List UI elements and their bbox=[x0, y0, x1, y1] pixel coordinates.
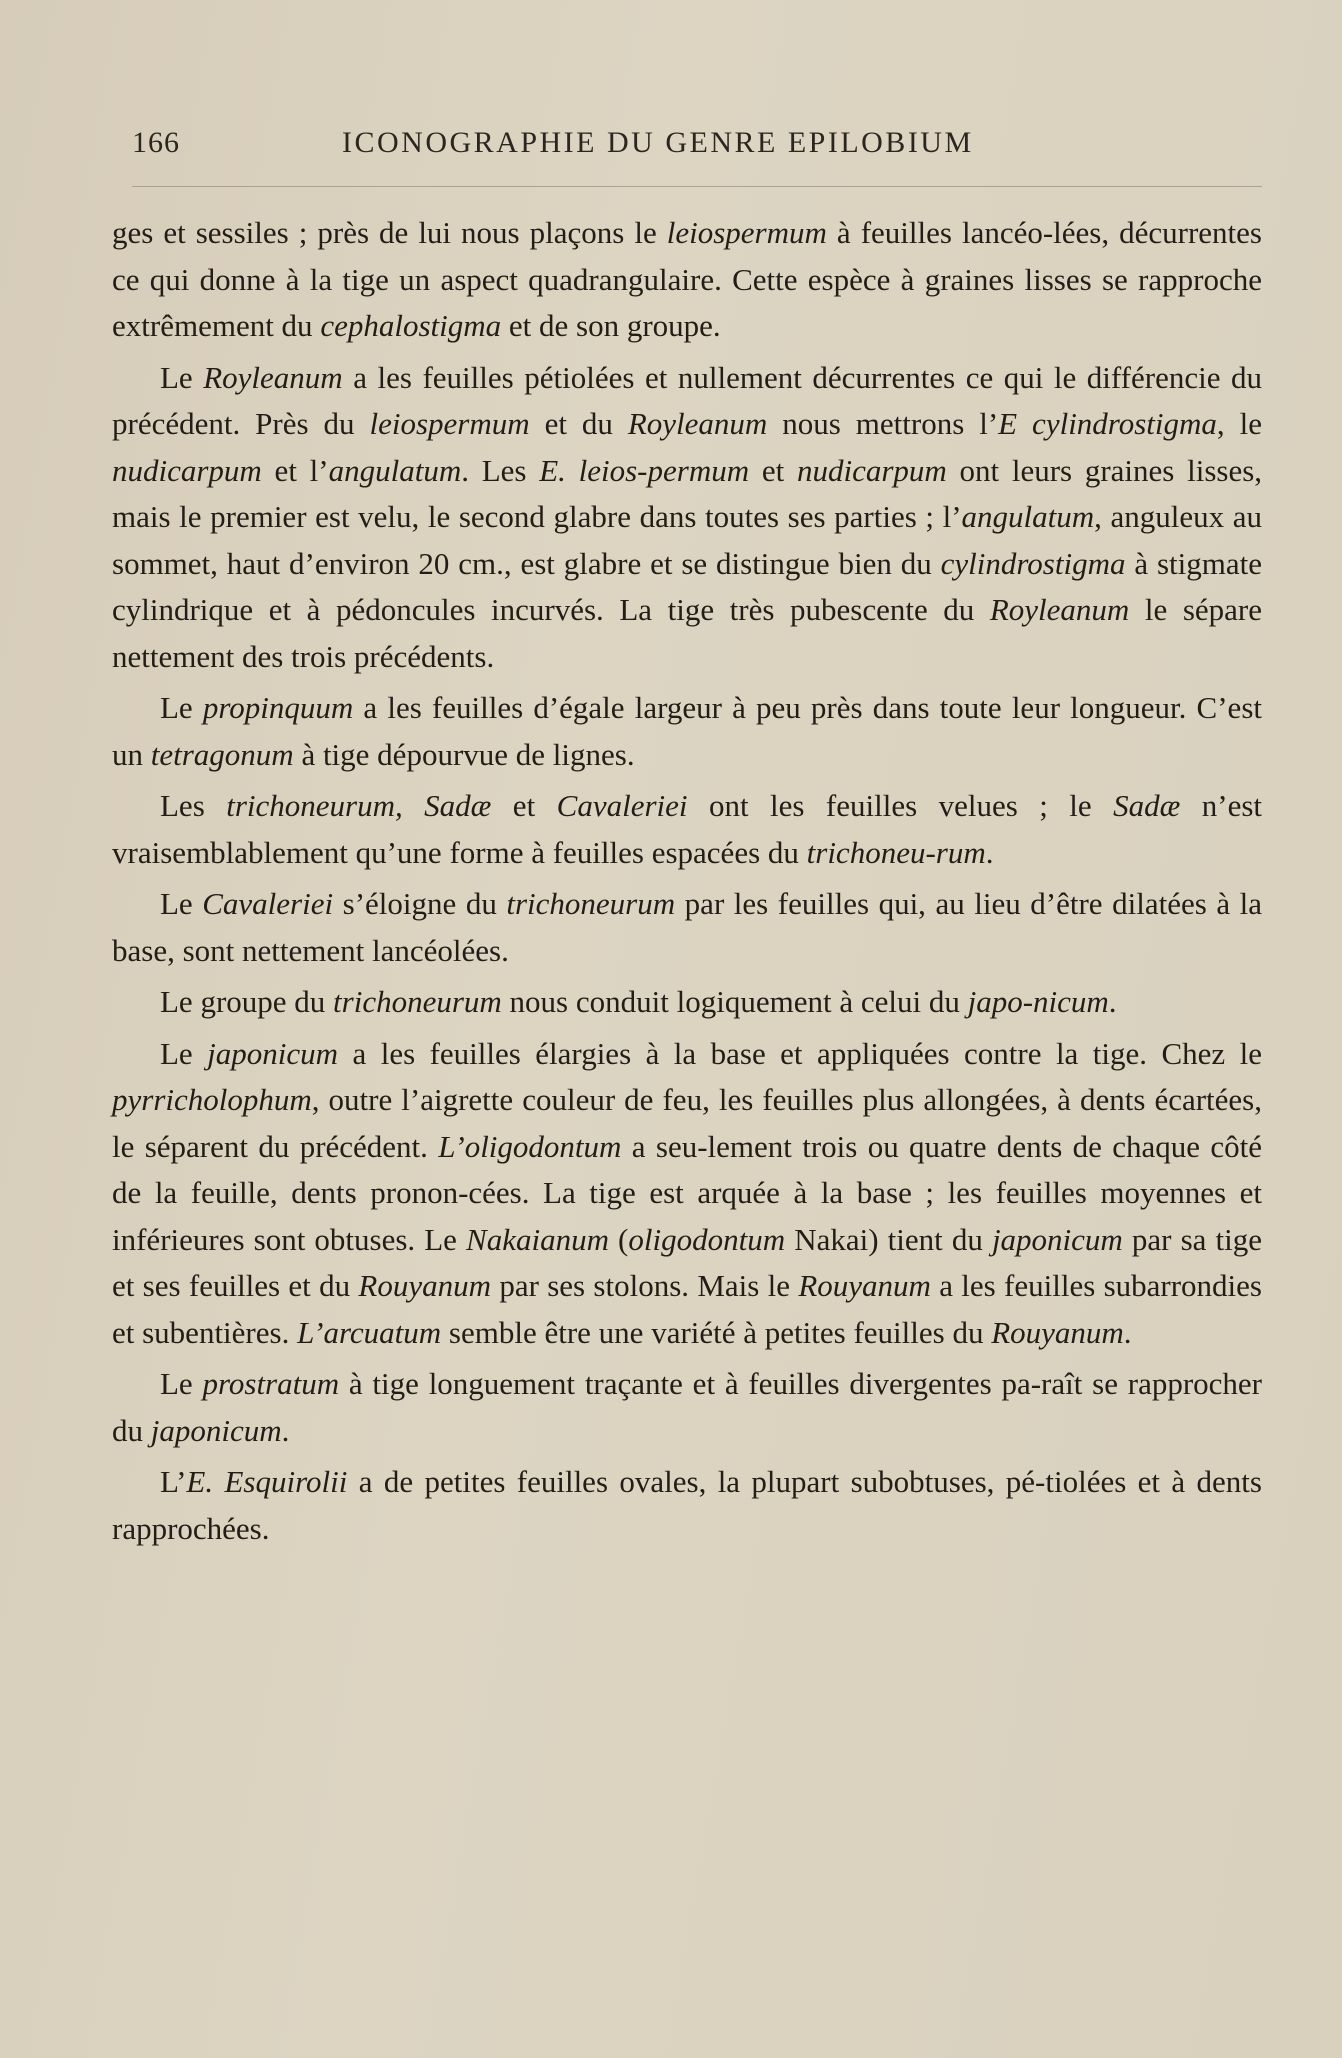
species-name: trichoneurum bbox=[333, 984, 502, 1019]
species-name: Royleanum bbox=[989, 592, 1130, 627]
species-name: trichoneu-rum bbox=[806, 834, 986, 870]
species-name: nudicarpum bbox=[112, 452, 262, 488]
species-name: L’arcuatum bbox=[297, 1314, 442, 1350]
page-number: 166 bbox=[132, 126, 180, 159]
species-name: Sadæ bbox=[1113, 788, 1181, 823]
paragraph: Le Royleanum a les feuilles pétiolées et nullement décurrentes ce qui le différencie du précédent. Près du leiospermum et du Royleanum nous mettrons l’E cylindrostigma, le nudicarpum et l’angulatum. Les E. leios-permum et nudicarpum ont leurs graines lisses, mais le premier est velu, le second glabre dans toutes ses parties ; l’angulatum, anguleux au sommet, haut d’environ 20 cm., est glabre et se distingue bien du cylindrostigma à stigmate cylindrique et à pédoncules incurvés. La tige très pubescente du Royleanum le sépare nettement des trois précédents. bbox=[112, 359, 1263, 674]
species-name: E. Esquirolii bbox=[186, 1464, 348, 1499]
paragraph: L’E. Esquirolii a de petites feuilles ovales, la plupart subobtuses, pé-tiolées et à dents rapprochées. bbox=[112, 1464, 1262, 1546]
species-name: prostratum bbox=[202, 1366, 340, 1401]
running-title: ICONOGRAPHIE DU GENRE EPILOBIUM bbox=[342, 126, 974, 159]
body-text bbox=[112, 210, 1262, 1557]
species-name: propinquum bbox=[202, 690, 354, 725]
species-name: E. leios-permum bbox=[539, 452, 750, 488]
paragraph: Le prostratum à tige longuement traçante et à feuilles divergentes pa-raît se rapprocher du japonicum. bbox=[112, 1366, 1262, 1448]
species-name: oligodontum bbox=[628, 1221, 786, 1257]
species-name: leiospermum bbox=[369, 406, 530, 441]
species-name: japonicum bbox=[991, 1221, 1123, 1257]
species-name: Rouyanum bbox=[798, 1268, 931, 1303]
header-rule bbox=[132, 186, 1262, 187]
species-name: japonicum bbox=[150, 1412, 282, 1448]
species-name: Nakaianum bbox=[466, 1221, 609, 1257]
paragraph: Le groupe du trichoneurum nous conduit logiquement à celui du japo-nicum. bbox=[160, 984, 1117, 1019]
species-name: Royleanum bbox=[627, 406, 768, 441]
species-name: Royleanum bbox=[203, 359, 343, 395]
species-name: cephalostigma bbox=[320, 308, 502, 343]
species-name: E cylindrostigma bbox=[998, 406, 1217, 441]
species-name: angulatum bbox=[328, 452, 462, 488]
species-name: Rouyanum bbox=[358, 1268, 492, 1303]
paragraph: ges et sessiles ; près de lui nous plaçons le leiospermum à feuilles lancéo-lées, décurrentes ce qui donne à la tige un aspect quadrangulaire. Cette espèce à graines lisses se rapproche extrêmement du cephalostigma et de son groupe. bbox=[112, 215, 1262, 343]
species-name: angulatum bbox=[961, 499, 1095, 534]
species-name: pyrricholophum bbox=[112, 1082, 312, 1117]
species-name: japo-nicum bbox=[967, 984, 1109, 1019]
species-name: leiospermum bbox=[666, 215, 827, 250]
species-name: cylindrostigma bbox=[940, 545, 1126, 581]
species-name: nudicarpum bbox=[796, 452, 947, 488]
species-name: trichoneurum bbox=[506, 886, 676, 921]
species-name: L’oligodontum bbox=[438, 1128, 622, 1164]
paragraph: Le Cavaleriei s’éloigne du trichoneurum par les feuilles qui, au lieu d’être dilatées à la base, sont nettement lancéolées. bbox=[112, 886, 1263, 968]
paragraph: Le japonicum a les feuilles élargies à la base et appliquées contre la tige. Chez le pyrricholophum, outre l’aigrette couleur de feu, les feuilles plus allongées, à dents écartées, le séparent du précédent. L’oligodontum a seu-lement trois ou quatre dents de chaque côté de la feuille, dents pronon-cées. La tige est arquée à la base ; les feuilles moyennes et inférieures sont obtuses. Le Nakaianum (oligodontum Nakai) tient du japonicum par sa tige et ses feuilles et du Rouyanum par ses stolons. Mais le Rouyanum a les feuilles subarrondies et subentières. L’arcuatum semble être une variété à petites feuilles du Rouyanum. bbox=[112, 1035, 1263, 1350]
page-header bbox=[132, 126, 1262, 170]
species-name: Rouyanum bbox=[991, 1314, 1124, 1350]
species-name: trichoneurum, Sadæ bbox=[226, 788, 492, 823]
paragraph: Les trichoneurum, Sadæ et Cavaleriei ont les feuilles velues ; le Sadæ n’est vraisemblablement qu’une forme à feuilles espacées du trichoneu-rum. bbox=[112, 788, 1263, 870]
species-name: tetragonum bbox=[150, 736, 294, 772]
species-name: Cavaleriei bbox=[556, 788, 688, 823]
paragraph: Le propinquum a les feuilles d’égale largeur à peu près dans toute leur longueur. C’est un tetragonum à tige dépourvue de lignes. bbox=[112, 690, 1262, 772]
species-name: Cavaleriei bbox=[202, 886, 334, 921]
species-name: japonicum bbox=[207, 1035, 339, 1071]
